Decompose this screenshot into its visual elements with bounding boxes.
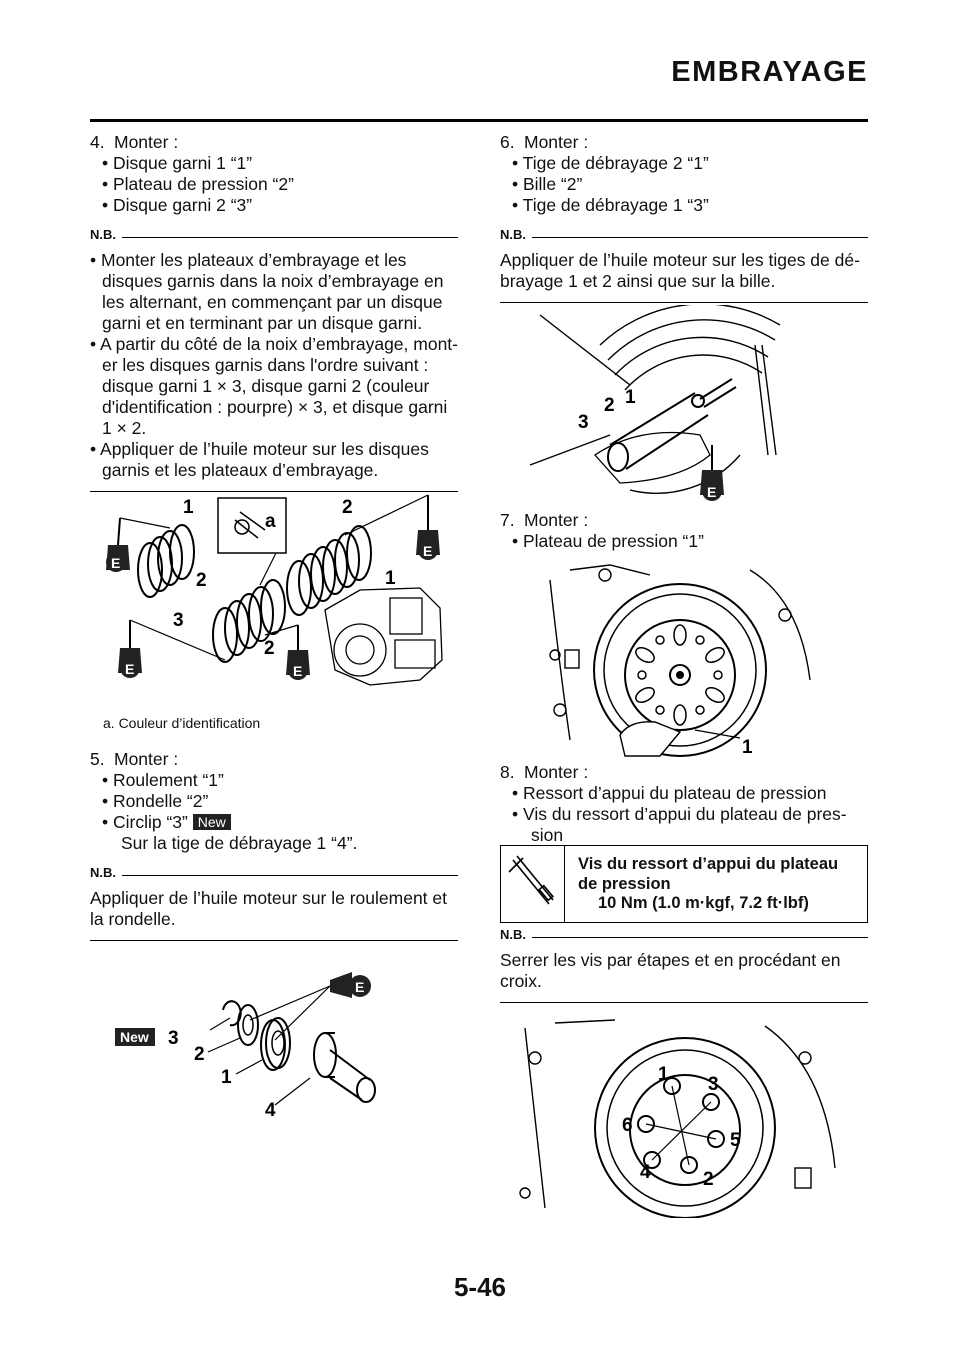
step-5-heading: 5. Monter : — [90, 749, 179, 769]
torque-spec-label: de pression — [578, 875, 671, 893]
svg-text:E: E — [125, 661, 135, 677]
step-7-item: • Plateau de pression “1” — [512, 531, 704, 551]
svg-text:E: E — [423, 543, 433, 559]
tightening-sequence-figure — [515, 1018, 855, 1218]
svg-text:E: E — [293, 663, 303, 679]
bearing-assembly-figure — [90, 960, 458, 1130]
step-5-item: • Rondelle “2” — [102, 791, 209, 811]
svg-text:6: 6 — [622, 1115, 633, 1136]
engine-oil-icon — [286, 625, 310, 680]
step-8-item: • Vis du ressort d’appui du plateau de pres- — [512, 804, 847, 824]
svg-text:a: a — [265, 511, 276, 532]
svg-text:3: 3 — [173, 610, 184, 631]
nb-end-rule — [500, 302, 868, 303]
svg-text:3: 3 — [578, 412, 589, 433]
step-5-block — [90, 749, 458, 941]
engine-oil-icon — [106, 518, 130, 572]
step-6-item: • Tige de débrayage 1 “3” — [512, 195, 709, 215]
nb-text: Appliquer de l’huile moteur sur le roulement et la rondelle. — [90, 888, 447, 929]
nb-header: N.B. — [500, 926, 868, 942]
pressure-plate-figure — [530, 560, 830, 760]
svg-text:2: 2 — [264, 638, 275, 659]
nb-header: N.B. — [90, 226, 458, 242]
svg-text:E: E — [111, 555, 121, 571]
step-4-item: • Plateau de pression “2” — [102, 174, 294, 194]
step-7-block — [500, 510, 868, 552]
step-4-heading: 4. Monter : — [90, 132, 179, 152]
svg-text:1: 1 — [742, 737, 753, 758]
torque-spec-box — [500, 845, 868, 923]
svg-text:New: New — [120, 1029, 149, 1045]
push-rod-figure — [500, 305, 868, 505]
svg-text:1: 1 — [183, 497, 194, 518]
new-badge: New — [193, 814, 231, 830]
svg-text:1: 1 — [658, 1064, 669, 1085]
nb-text: Appliquer de l’huile moteur sur les tiges de dé- brayage 1 et 2 ainsi que sur la bille. — [500, 250, 860, 291]
page-title: EMBRAYAGE — [671, 56, 868, 88]
step-6-heading: 6. Monter : — [500, 132, 589, 152]
svg-text:1: 1 — [625, 387, 636, 408]
svg-text:2: 2 — [196, 570, 207, 591]
step-8-continuation: sion — [531, 825, 564, 845]
engine-oil-icon — [416, 495, 440, 560]
step-7-heading: 7. Monter : — [500, 510, 589, 530]
page-number: 5-46 — [453, 1272, 507, 1302]
step-4-item: • Disque garni 1 “1” — [102, 153, 253, 173]
step-4-item: • Disque garni 2 “3” — [102, 195, 253, 215]
torque-spec-label: Vis du ressort d’appui du plateau — [578, 855, 839, 873]
step-6-item: • Bille “2” — [512, 174, 583, 194]
svg-text:2: 2 — [342, 497, 353, 518]
figure-caption: a. Couleur d’identification — [103, 715, 261, 731]
left-column — [90, 132, 458, 492]
step-8-heading: 8. Monter : — [500, 762, 589, 782]
svg-text:E: E — [707, 484, 717, 500]
svg-text:2: 2 — [604, 395, 615, 416]
step-5-item: • Circlip “3” New — [90, 812, 458, 833]
nb-header: N.B. — [500, 226, 868, 242]
svg-text:E: E — [355, 979, 365, 995]
svg-text:4: 4 — [640, 1162, 651, 1183]
right-column — [500, 132, 868, 303]
nb-bullet: • Monter les plateaux d’embrayage et les disques garnis dans la noix d’embrayage en les alternant, en commençant par un disque garni et en terminant par un disque garni. — [90, 250, 444, 333]
nb-bullet: • Appliquer de l’huile moteur sur les disques garnis et les plateaux d’embrayage. — [90, 439, 429, 480]
engine-oil-icon — [330, 972, 371, 998]
svg-text:1: 1 — [221, 1067, 232, 1088]
nb-block — [500, 926, 868, 1003]
svg-text:4: 4 — [265, 1100, 276, 1121]
torque-wrench-icon — [501, 846, 565, 922]
svg-text:1: 1 — [385, 568, 396, 589]
step-8-block — [500, 762, 868, 846]
svg-text:2: 2 — [703, 1169, 714, 1190]
step-6-item: • Tige de débrayage 2 “1” — [512, 153, 709, 173]
engine-oil-icon — [118, 620, 142, 678]
nb-text: Serrer les vis par étapes et en procédant en croix. — [500, 950, 841, 991]
clutch-plates-figure — [90, 490, 458, 702]
svg-text:2: 2 — [194, 1044, 205, 1065]
torque-spec-value: 10 Nm (1.0 m·kgf, 7.2 ft·lbf) — [598, 894, 809, 912]
nb-end-rule — [90, 940, 458, 941]
header-rule — [90, 119, 868, 122]
nb-header: N.B. — [90, 864, 458, 880]
step-5-item: • Roulement “1” — [102, 770, 224, 790]
engine-oil-icon — [700, 445, 724, 501]
step-5-continuation: Sur la tige de débrayage 1 “4”. — [121, 833, 358, 853]
svg-text:3: 3 — [708, 1074, 719, 1095]
nb-bullet: • A partir du côté de la noix d’embrayage, mont- er les disques garnis dans l'ordre suivant : disque garni 1 × 3, disque garni 2 (couleur d'identification : pourpre) × 3, et disque garni 1 × 2. — [90, 334, 458, 438]
nb-end-rule — [500, 1002, 868, 1003]
svg-text:5: 5 — [730, 1130, 741, 1151]
svg-text:3: 3 — [168, 1028, 179, 1049]
step-8-item: • Ressort d’appui du plateau de pression — [512, 783, 827, 803]
